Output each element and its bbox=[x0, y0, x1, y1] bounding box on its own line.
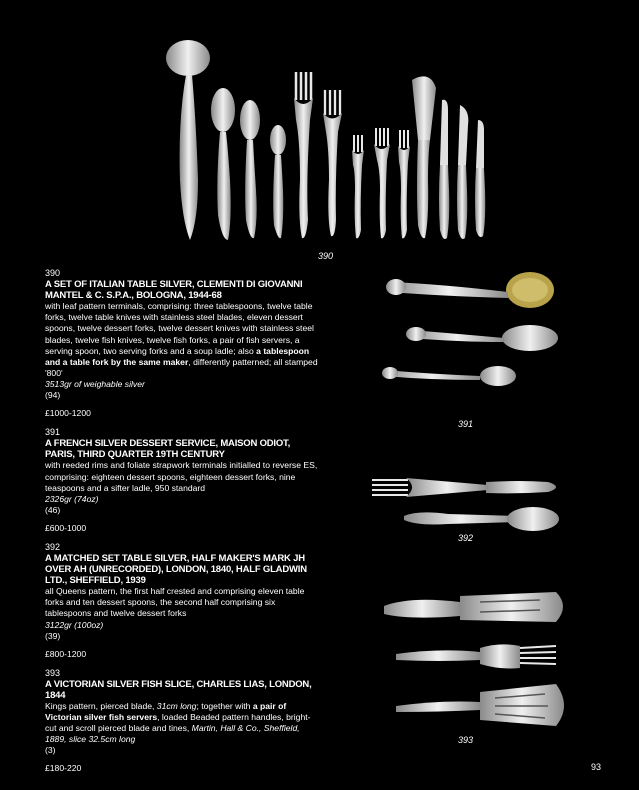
fish-knife-icon bbox=[457, 105, 468, 239]
lot-estimate: £180-220 bbox=[45, 763, 82, 774]
fish-fork-icon bbox=[352, 135, 364, 238]
lot-description: all Queens pattern, the first half crested and comprising eleven table forks and ten dessert spoons, the second half comprising six tablespoons and twelve dessert forks bbox=[45, 586, 305, 619]
caption-391: 391 bbox=[458, 419, 474, 429]
photo-lot-390 bbox=[150, 40, 495, 245]
lot-estimate: £800-1200 bbox=[45, 648, 87, 659]
lot-count: (46) bbox=[45, 505, 61, 516]
dessert-spoon-icon bbox=[406, 325, 558, 351]
lot-392 bbox=[45, 542, 320, 660]
fish-slice-icon bbox=[384, 592, 563, 622]
lot-number: 392 bbox=[45, 542, 61, 553]
lot-description: Kings pattern, pierced blade, 31cm long; together with a pair of Victorian silver fish servers, loaded Beaded pattern handles, bright-cut and scroll pierced blade and tines, Martin, Hall & Co., Sheffield, 1889, slice 32.5cm long bbox=[45, 700, 311, 745]
photo-lot-393 bbox=[380, 588, 575, 733]
lot-description: with leaf pattern terminals, comprising: three tablespoons, twelve table forks, twelve table knives with stainless steel blades, eleven dessert spoons, twelve dessert forks, twelve dessert knives with stainless steel blades, twelve fish knives, twelve fish forks, a pair of fish servers, a serving spoon, two serving forks and a soup ladle; also a tablespoon and a table fork by the same maker, differently patterned; all stamped '800' bbox=[45, 301, 318, 379]
teaspoon-icon bbox=[382, 366, 516, 386]
lot-description: with reeded rims and foliate strapwork terminals initialled to reverse ES, comprising: eighteen dessert spoons, eighteen dessert forks, nine teaspoons and a sifter ladle, 950 standard bbox=[45, 460, 318, 493]
fork-icon bbox=[398, 130, 410, 238]
lot-number: 391 bbox=[45, 427, 61, 438]
table-fork-icon bbox=[372, 478, 556, 497]
lot-estimate: £600-1000 bbox=[45, 523, 87, 534]
knife-icon bbox=[439, 100, 449, 239]
lot-391 bbox=[45, 427, 320, 534]
lot-390 bbox=[45, 268, 320, 419]
serving-spoon-icon bbox=[211, 88, 235, 240]
dessert-fork-icon bbox=[374, 128, 390, 238]
dessert-knife-icon bbox=[475, 120, 485, 237]
caption-390: 390 bbox=[318, 251, 334, 261]
fish-server-icon bbox=[412, 76, 436, 238]
photo-lot-392 bbox=[368, 470, 568, 540]
lot-393 bbox=[45, 668, 320, 775]
lot-number: 390 bbox=[45, 268, 61, 278]
dessert-spoon-icon bbox=[270, 125, 286, 238]
lot-count: (39) bbox=[45, 630, 61, 641]
lot-title: A FRENCH SILVER DESSERT SERVICE, MAISON ODIOT, PARIS, THIRD QUARTER 19TH CENTURY bbox=[45, 438, 291, 461]
ladle-icon bbox=[166, 40, 210, 240]
caption-393: 393 bbox=[458, 735, 474, 745]
serving-fork-icon bbox=[294, 72, 313, 238]
lot-weight: 3513gr of weighable silver bbox=[45, 379, 145, 390]
lot-title: A VICTORIAN SILVER FISH SLICE, CHARLES LIAS, LONDON, 1844 bbox=[45, 678, 312, 701]
lot-list bbox=[45, 268, 320, 782]
sifter-ladle-icon bbox=[386, 272, 554, 308]
lot-weight: 2326gr (74oz) bbox=[45, 494, 99, 505]
fish-fork-server-icon bbox=[396, 644, 556, 668]
lot-weight: 3122gr (100oz) bbox=[45, 619, 104, 630]
tablespoon-icon bbox=[240, 100, 260, 238]
fish-server-icon bbox=[396, 684, 564, 726]
caption-392: 392 bbox=[458, 533, 474, 543]
lot-number: 393 bbox=[45, 667, 61, 678]
lot-title: A MATCHED SET TABLE SILVER, HALF MAKER'S MARK JH OVER AH (UNRECORDED), LONDON, 1840, HALF GLADWIN LTD., SHEFFIELD, 1939 bbox=[45, 553, 307, 587]
table-fork-icon bbox=[323, 90, 342, 236]
lot-title: A SET OF ITALIAN TABLE SILVER, CLEMENTI DI GIOVANNI MANTEL & C. S.P.A., BOLOGNA, 1944-68 bbox=[45, 279, 303, 301]
lot-count: (3) bbox=[45, 745, 56, 756]
page-number: 93 bbox=[590, 762, 601, 772]
dessert-spoon-icon bbox=[404, 507, 559, 531]
photo-lot-391 bbox=[380, 262, 570, 412]
lot-count: (94) bbox=[45, 390, 61, 401]
lot-estimate: £1000-1200 bbox=[45, 408, 91, 419]
